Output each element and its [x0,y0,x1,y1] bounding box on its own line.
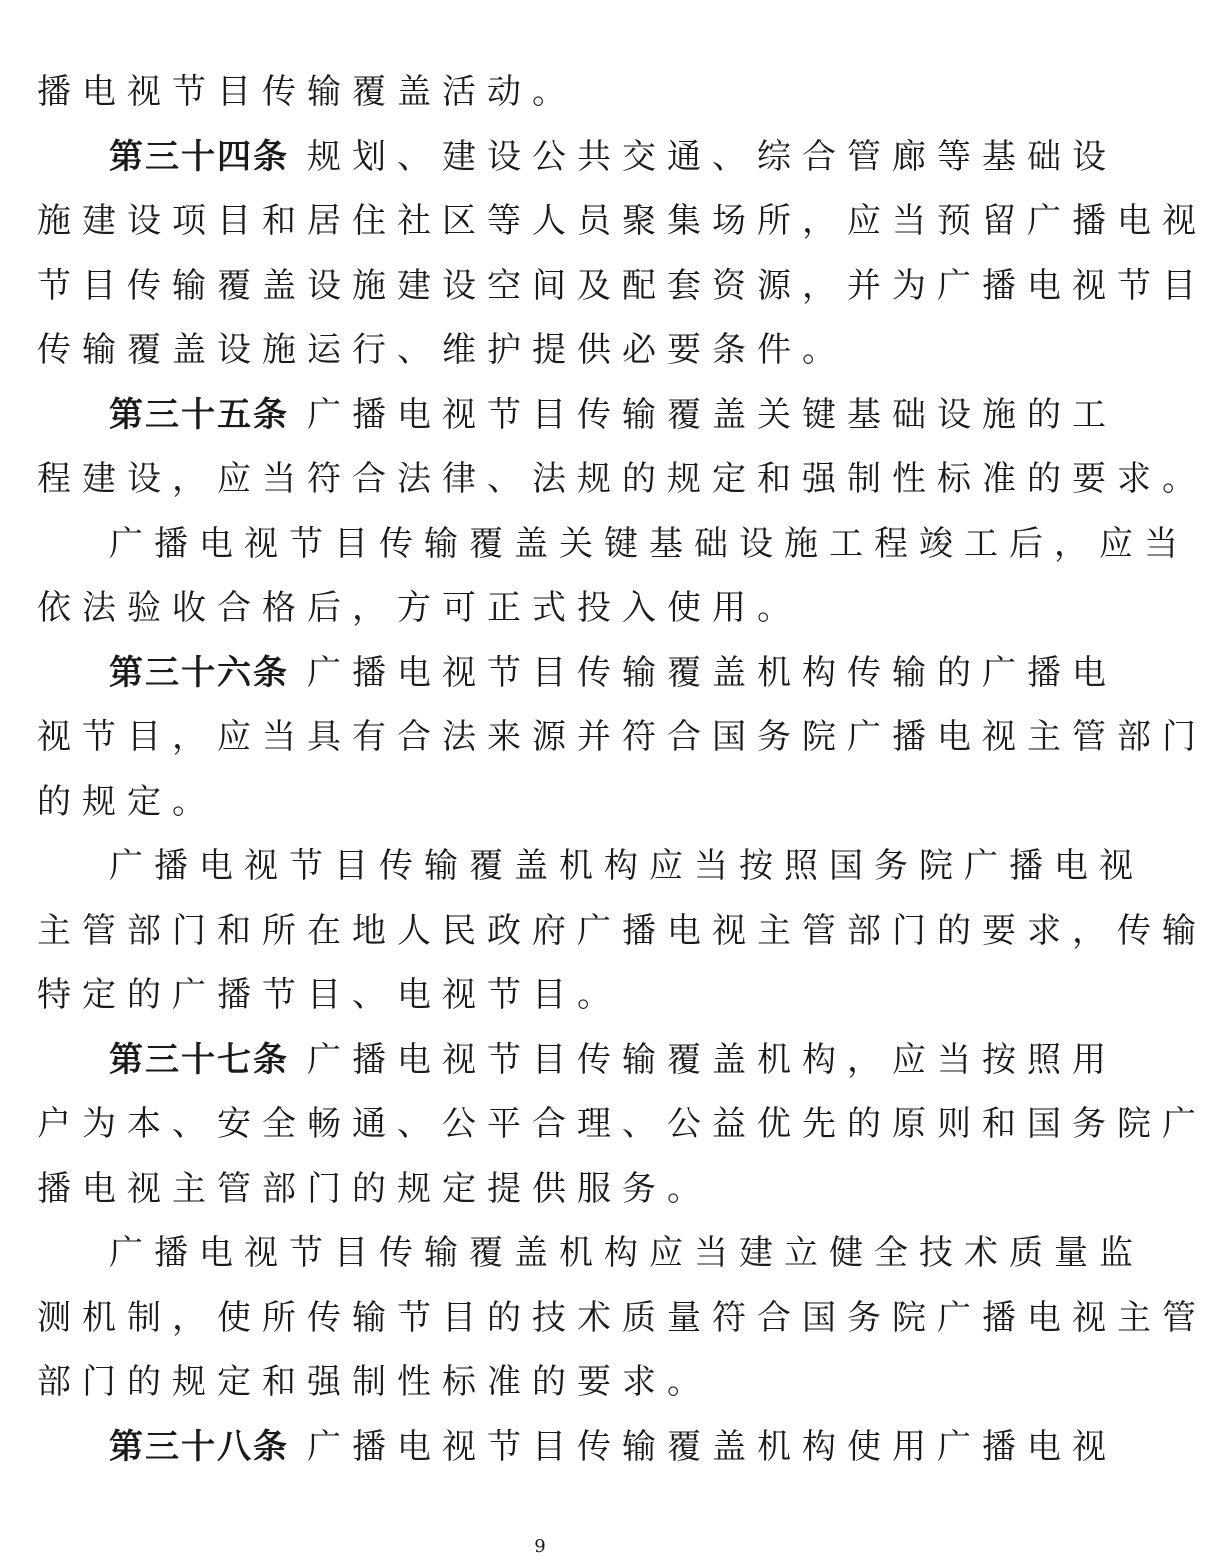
article-number: 第三十五条 [109,394,289,435]
text-line: 的规定。 [37,781,217,822]
text-line: 程建设，应当符合法律、法规的规定和强制性标准的要求。 [37,459,1207,499]
article-number: 第三十七条 [109,1039,289,1080]
text-line: 广播电视节目传输覆盖机构应当建立健全技术质量监 [109,1233,1144,1273]
text-line [37,383,1117,448]
article-text: 广播电视节目传输覆盖机构使用广播电视 [307,1426,1117,1467]
article-text: 广播电视节目传输覆盖关键基础设施的工 [307,394,1117,435]
text-line [37,125,1117,190]
article-number: 第三十八条 [109,1426,289,1467]
text-line: 传输覆盖设施运行、维护提供必要条件。 [37,330,847,370]
text-line: 视节目，应当具有合法来源并符合国务院广播电视主管部门 [37,717,1207,757]
text-line: 部门的规定和强制性标准的要求。 [37,1362,712,1402]
article-text: 规划、建设公共交通、综合管廊等基础设 [307,136,1117,177]
text-line: 测机制，使所传输节目的技术质量符合国务院广播电视主管 [37,1297,1207,1338]
text-line [37,641,1117,706]
text-line: 施建设项目和居住社区等人员聚集场所，应当预留广播电视 [37,201,1207,241]
text-line: 播电视主管部门的规定提供服务。 [37,1168,712,1209]
text-line: 播电视节目传输覆盖活动。 [37,72,577,112]
text-line: 依法验收合格后，方可正式投入使用。 [37,588,802,628]
article-text: 广播电视节目传输覆盖机构，应当按照用 [307,1039,1117,1080]
text-line: 广播电视节目传输覆盖机构应当按照国务院广播电视 [109,846,1144,886]
article-number: 第三十四条 [109,136,289,177]
article-number: 第三十六条 [109,652,289,693]
text-line: 主管部门和所在地人民政府广播电视主管部门的要求，传输 [37,910,1207,951]
text-line: 广播电视节目传输覆盖关键基础设施工程竣工后，应当 [109,523,1189,564]
text-line: 节目传输覆盖设施建设空间及配套资源，并为广播电视节目 [37,265,1207,306]
text-line [37,1415,1117,1480]
text-line: 特定的广播节目、电视节目。 [37,975,622,1015]
text-line [37,1028,1117,1093]
page-number: 9 [534,1536,546,1557]
text-line: 户为本、安全畅通、公平合理、公益优先的原则和国务院广 [37,1104,1207,1144]
document-body [37,60,1207,1479]
article-text: 广播电视节目传输覆盖机构传输的广播电 [307,652,1117,693]
